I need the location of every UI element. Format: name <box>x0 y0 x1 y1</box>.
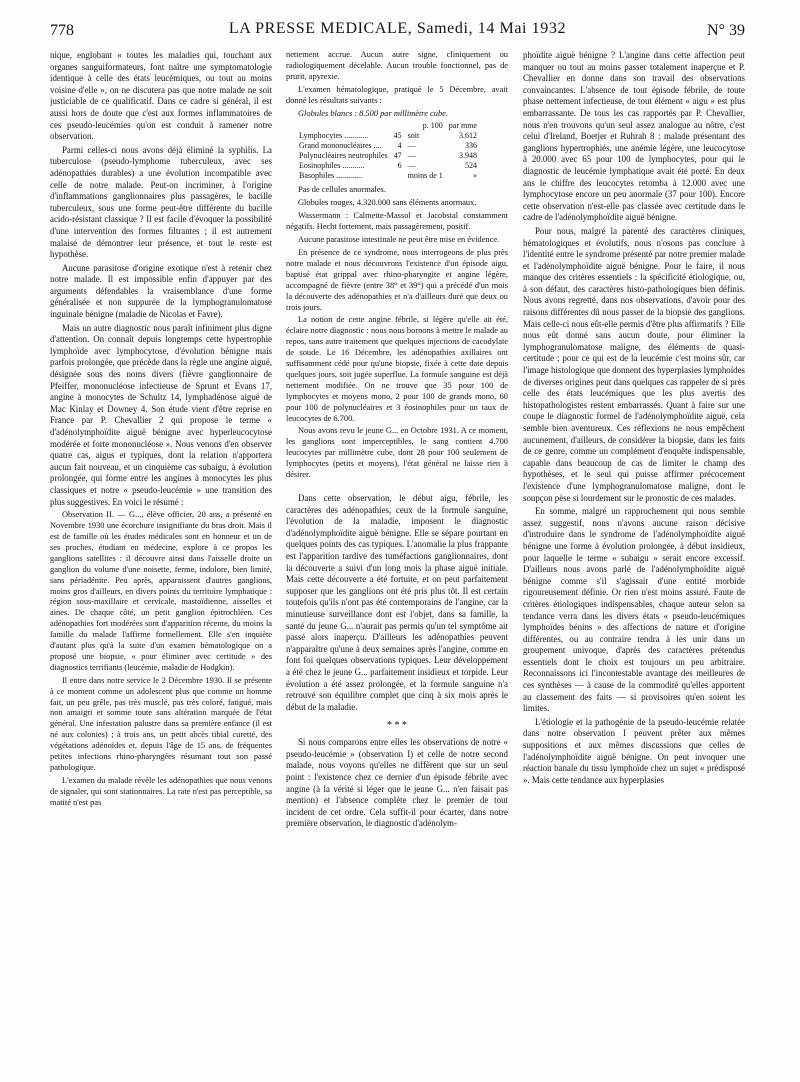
column-2 <box>286 50 508 1075</box>
cell-label: Eosinophiles ........... <box>299 161 365 171</box>
paragraph: Dans cette observation, le début aigu, fébrile, les caractères des adénopathies, ceux de la formule sanguine, l'évolution de la maladie, imposent le diagnostic d'adénolymphoïdite aiguë bénigne. Elle se sépare pourtant en quelques points des cas typiques. L'anomalie la plus frappante est l'apparition tardive des tuméfactions ganglionnaires, dont la découverte a suivi d'un long mois la phase aiguë initiale. Mais cette découverte a été fortuite, et on peut parfaitement supposer que les ganglions ont été pris plus tôt. Il est certain toutefois qu'ils n'ont pas été contemporains de l'angine, car la minutieuse surveillance dont est l'objet, dans sa famille, la santé du jeune G... n'aurait pas permis qu'un tel symptôme ait passé alors inaperçu. D'ailleurs les adénopathies peuvent n'apparaître qu'une à deux semaines après l'angine, comme en font foi quelques observations typiques. Leur développement a été chez le jeune G... parfaitement insidieux et torpide. Leur évolution a été assez prolongée, et la formule sanguine n'a retrouvé son équilibre complet que cinq à six mois après le début de la maladie. <box>286 493 508 712</box>
cell-label: Lymphocytes ............ <box>299 131 369 141</box>
cell-sep: — <box>407 141 416 151</box>
table-header-per-mm: par mme <box>448 121 477 131</box>
table-row <box>296 141 480 151</box>
cell-sep: moins de 1 <box>407 171 443 181</box>
observation-paragraph: Il entre dans notre service le 2 Décembre 1930. Il se présente à ce moment comme un adolescent plus que comme un homme fait, un peu grêle, pas très musclé, pas très coloré, fatigué, mais non amaigri et somme toute sans altération marquée de l'état général. Une infestation palustre dans sa première enfance (il est né aux colonies) ; à trois ans, un petit abcès tibial curetté, des végétations adénoïdes et, depuis l'âge de 15 ans, de fréquentes petites infections rhino-pharyngées résumant tout son passé pathologique. <box>50 675 272 772</box>
paragraph: L'étiologie et la pathogénie de la pseudo-leucémie relatée dans notre observation I peuvent prêter aux mêmes suppositions et aux mêmes discussions que celles de l'adénolymphoïdite aiguë bénigne. On peut invoquer une réaction banale du tissu lymphoïde chez un sujet « prédisposé ». Mais cette tendance aux hyperplasies <box>523 716 745 785</box>
paragraph: Aucune parasitose intestinale ne peut être mise en évidence. <box>298 235 500 245</box>
section-divider-stars: * * * <box>387 720 407 732</box>
cell-absolute: 336 <box>464 141 477 151</box>
cell-label: Basophiles ............. <box>299 171 363 181</box>
column-3 <box>523 50 745 1075</box>
cell-percent: 6 <box>397 161 402 171</box>
cell-label: Polynucléaires neutrophiles <box>299 151 388 161</box>
paragraph: nettement accrue. Aucun autre signe, cliniquement ou radiologiquement décelable. Aucun trouble fonctionnel, pas de prurit, apyrexie. <box>286 50 508 81</box>
paragraph: Aucune parasitose d'origine exotique n'est à retenir chez notre malade. Il est impossible enfin d'appuyer par des arguments défendables la vraisemblance d'une forme généralisée et non suppurée de la lymphogranulomatose inguinale bénigne (maladie de Nicolas et Favre). <box>50 262 272 320</box>
hematology-table <box>296 121 480 181</box>
table-row <box>296 151 480 161</box>
cell-percent <box>391 171 405 181</box>
paragraph: Wassermann : Calmette-Massol et Jacobstal constamment négatifs. Hecht fortement, mais passagèrement, positif. <box>286 211 508 232</box>
paragraph: En somme, malgré un rapprochement qui nous semble assez suggestif, nous n'avons aucune raison décisive d'introduire dans le syndrome de l'adénolymphoïdite aiguë bénigne une forme à évolution prolongée, à début insidieux, pour laquelle le terme « subaigu » serait encore excessif. D'ailleurs nous avons parlé de l'adénolymphoïdite aiguë bénigne comme s'il s'agissait d'une entité morbide rigoureusement définie. Or rien n'est moins assuré. Faute de critères étiologiques indispensables, chaque auteur selon sa tendance verra dans les divers états « pseudo-leucémiques lymphoïdes bénins » des affections de nature et d'origine différentes, ou au contraire tendra à les unir dans un groupement univoque, d'après des caractères prétendus essentiels dont le choix est toujours un peu arbitraire. Reconnaissons ici l'incontestable avantage des meilleures de ces synthèses — à cause de la commodité qu'elles apportent au classement des faits — si provisoires qu'en soient les limites. <box>523 506 745 714</box>
cell-absolute: 3.612 <box>458 131 477 141</box>
issue-number: N° 39 <box>707 22 745 39</box>
paragraph: nique, englobant « toutes les maladies qui, touchant aux organes sanguiformateurs, font naître une symptomatologie identique à celle des états leucémiques, ou tout au moins voisine d'elle », on ne discutera pas que notre malade ne soit justiciable de ce qualificatif. Dans ce cadre si général, il est aussi hors de doute que c'est aux formes inflammatoires de ces pseudo-leucémies qu'on est conduit à ramener notre observation. <box>50 50 272 142</box>
observation-paragraph: L'examen du malade révèle les adénopathies que nous venons de signaler, qui sont stationnaires. La rate n'est pas perceptible, sa matité n'est pas <box>50 775 272 807</box>
cell-percent: 4 <box>397 141 402 151</box>
cell-sep: soit <box>407 131 420 141</box>
cell-percent: 47 <box>393 151 402 161</box>
page-header <box>50 20 745 44</box>
paragraph: Parmi celles-ci nous avons déjà éliminé la syphilis. La tuberculose (pseudo-lymphome tuberculeux, avec ses adénopathies durables) a une évolution incompatible avec celle de notre malade. Peut-on incriminer, à l'origine d'inflammations ganglionnaires plus passagères, le bacille tuberculeux, sous une forme peut-être différente du bacille acido-résistant classique ? Il est facile d'évoquer la possibilité d'une intervention des formes filtrantes ; il est autrement malaisé de démontrer leur présence, et tout le reste est hypothèse. <box>50 144 272 260</box>
table-header-percent: p. 100 <box>422 121 443 131</box>
paragraph: La notion de cette angine fébrile, si légère qu'elle ait été, éclaire notre diagnostic : nous nous bornons à mettre le malade au repos, sans autre traitement que quelques injections de cacodylate de soude. Le 16 Décembre, les adénopathies axillaires ont suffisamment cédé pour qu'une biopsie, fixée à cette date depuis quelques jours, soit jugée superflue. La formule sanguine est déjà nettement modifiée. On ne trouve que 35 pour 100 de lymphocytes et moyens mono, 2 pour 100 de grands mono, 60 pour 100 de polynucléaires et 3 éosinophiles pour un taux de leucocytes de 6.700. <box>286 315 508 423</box>
cell-absolute: 3.948 <box>458 151 477 161</box>
paragraph: Globules rouges, 4.320.000 sans éléments anormaux. <box>298 198 477 208</box>
cell-absolute: » <box>472 171 477 181</box>
paragraph: Pour nous, malgré la parenté des caractères cliniques, hématologiques et évolutifs, nous n'osons pas conclure à l'identité entre le syndrome présenté par notre premier malade et l'adénolymphoïdite aiguë bénigne. Pour le faire, il nous manque des critères essentiels : la spécificité étiologique, ou, à son défaut, des caractères histo-pathologiques bien définis. Nous avons regretté, dans nos observations, d'avoir pour des raisons différentes dû nous passer de la biopsie des ganglions. Mais celle-ci nous eût-elle permis d'être plus affirmatifs ? Elle nous eût donné sans aucun doute, pour éliminer la lymphogranulomatose maligne, des éléments de quasi-certitude ; pour ce qui est de la leucémie c'est moins sûr, car l'image histologique que donnent des hyperplasies lymphoïdes de diverses origines peut dans quelques cas rappeler de si près celle des états leucémiques que les plus avertis des histopathologistes restent embarrassés. Quant à faire sur une coupe le diagnostic formel de l'adénolymphoïdite aiguë, cela semble bien aventureux. Ces réflexions ne nous empêchent aucunement, d'ailleurs, de considérer la biopsie, dans les faits de ce genre, comme un complément d'enquête indispensable, capable dans beaucoup de cas de limiter le champ des hypothèses, et le seul qui puisse affirmer précocement l'existence d'une lymphogranulomatose maligne, dont le soupçon pèse si lourdement sur le pronostic de ces malades. <box>523 225 745 503</box>
table-row <box>296 161 480 171</box>
paragraph: En présence de ce syndrome, nous interrogeons de plus près notre malade et nous découvrons l'existence d'un épisode aigu, baptisé état grippal avec rhino-pharyngite et angine légère, accompagné de fièvre (entre 38° et 39°) qui a précédé d'un mois la découverte des adénopathies et n'a d'ailleurs duré que deux ou trois jours. <box>286 247 508 312</box>
table-row <box>296 171 480 181</box>
paragraph: Si nous comparons entre elles les observations de notre « pseudo-leucémie » (observation I) et celle de notre second malade, nous voyons qu'elles ne diffèrent que sur un seul point : l'existence chez ce dernier d'un épisode fébrile avec angine (à la vérité si léger que le jeune G... n'en faisait pas mention) et l'absence complète chez le premier de tout incident de cet ordre. Cela suffit-il pour écarter, dans notre première observation, le diagnostic d'adénolym- <box>286 737 508 829</box>
observation-paragraph: Observation II. — G..., élève officier, 20 ans, a présenté en Novembre 1930 une écorchure insignifiante du bras droit. Mais il est de famille où les études médicales sont en honneur et un de ses proches, étudiant en médecine, explore à ce propos les ganglions satellites : il découvre ainsi dans l'aisselle droite un ganglion du volume d'une noisette, ferme, indolore, bien limité, sans périadénite. Peu après, apparaissent d'autres ganglions, moins gros d'ailleurs, en divers points du territoire lymphatique : région sous-maxillaire et cervicale, mastoïdienne, aisselles et aines. De chaque côté, un petit ganglion épitrochléen. Ces adénopathies fort modérées sont d'apparition récente, du moins la famille du malade l'affirme formellement. Elle s'en inquiète d'autant plus qu'à la suite d'un examen hématologique on a proposé une biopsie, « pour éliminer avec certitude » des diagnostics terrifiants (leucémie, maladie de Hodgkin). <box>50 510 272 672</box>
journal-title: LA PRESSE MEDICALE, Samedi, 14 Mai 1932 <box>228 20 567 37</box>
table-row <box>296 131 480 141</box>
cell-absolute: 524 <box>464 161 477 171</box>
white-cells-line: Globules blancs : 8.500 par millimètre cube. <box>298 108 448 118</box>
table-header-row <box>296 121 480 131</box>
cell-sep: — <box>407 151 416 161</box>
cell-label: Grand mononucléaires .... <box>299 141 382 151</box>
paragraph: Nous avons revu le jeune G... en Octobre 1931. A ce moment, les ganglions sont imperceptibles, le sang contient 4.700 leucocytes par millimètre cube, dont 28 pour 100 seulement de lymphocytes (petits et moyens), l'état général ne laisse rien à désirer. <box>286 426 508 480</box>
paragraph: L'examen hématologique, pratiqué le 5 Décembre, avait donné les résultats suivants : <box>286 84 508 105</box>
paragraph: Pas de cellules anormales. <box>298 185 386 195</box>
paragraph: Mais un autre diagnostic nous paraît infiniment plus digne d'attention. On connaît depuis longtemps cette hypertrophie lymphoïde avec lymphocytose, d'évolution bénigne mais parfois prolongée, que précède dans la règle une angine aiguë, désignée sous des noms divers (fièvre ganglionnaire de Pfeiffer, mononucléose infectieuse de Sprunt et Evans 17, angine à monocytes de Schultz 14, lymphadénose aiguë de Mac Kinlay et Downey 4. Son étude vient d'être reprise en France par P. Chevallier 2 qui propose le terme « d'adénolymphoïdite aiguë bénigne avec hyperleucocytose modérée et forte mononucléose ». Nous venons d'en observer quatre cas, aigus et typiques, dont la relation n'apportera aucun fait nouveau, et un cinquième cas subaigu, à évolution prolongée, qui forme entre les angines à monocytes les plus classiques et notre « pseudo-leucémie » une transition des plus suggestives. En voici le résumé : <box>50 322 272 507</box>
cell-sep: — <box>407 161 416 171</box>
column-1 <box>50 50 272 1075</box>
page-number: 778 <box>50 22 74 39</box>
cell-percent: 45 <box>393 131 402 141</box>
paragraph: phoïdite aiguë bénigne ? L'angine dans cette affection peut manquer ou tout au moins passer totalement inaperçue et P. Chevallier en donne dans son travail des observations convaincantes. L'absence de tout épisode fébrile, de toute phase nettement infectieuse, de tout élément « aigu » est plus embarrassante. De tous les cas rapportés par P. Chevallier, nous n'en trouvons qu'un seul assez analogue au nôtre, c'est celui d'Ireland, Boetjer et Ruhrah 8 : malade présentant des ganglions hypertrophiés, une anémie légère, une leucocytose à 20.000 avec 65 pour 100 de lymphocytes, pour qui le diagnostic de leucémie lymphatique avait été porté. En deux ans le chiffre des leucocytes retomba à 12.000 avec une lymphocytose encore un peu anormale (37 pour 100). Encore cette observation n'est-elle pas classée avec certitude dans le cadre de l'adénolymphoïdite aiguë bénigne. <box>523 50 745 223</box>
